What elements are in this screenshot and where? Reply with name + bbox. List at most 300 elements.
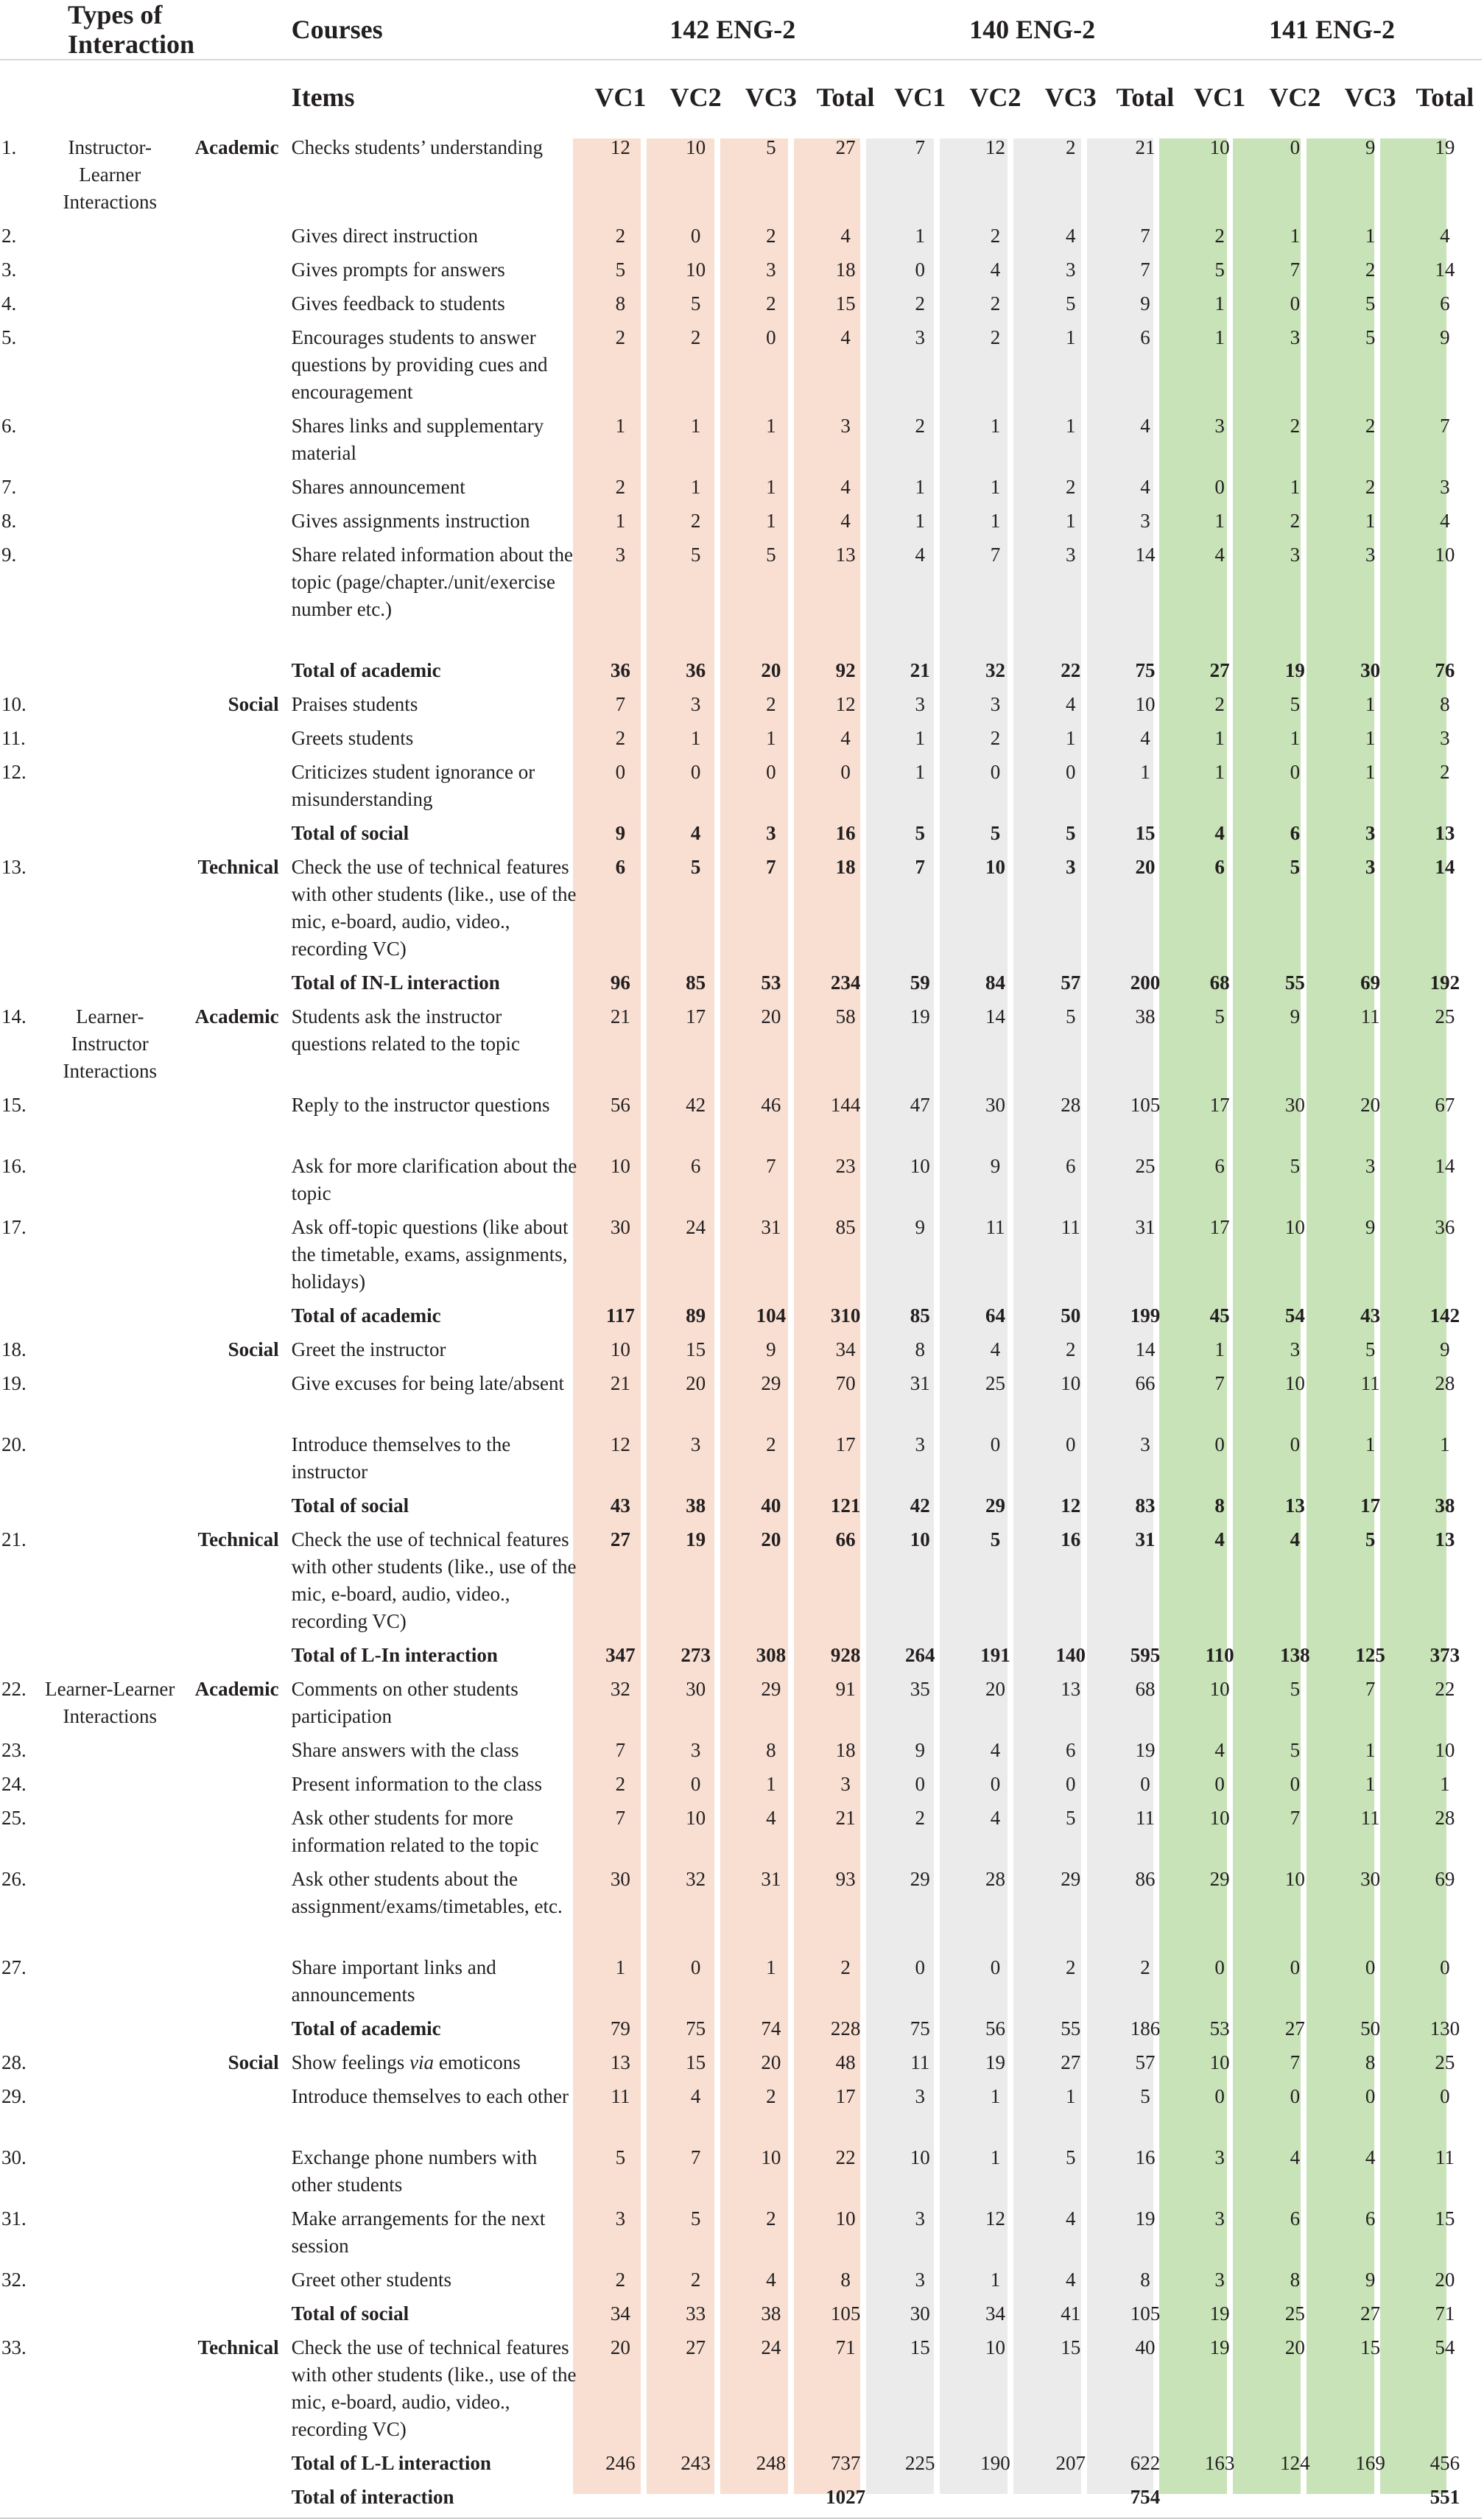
- interaction-subtype: [177, 1737, 289, 1771]
- interaction-type: [42, 691, 177, 725]
- interaction-type: [42, 1526, 177, 1642]
- interaction-type: [42, 507, 177, 541]
- cell-value: 96: [610, 972, 630, 994]
- cell-value: 1: [915, 761, 926, 783]
- cell-value: 7: [915, 136, 926, 158]
- cell-value: 2: [1214, 225, 1225, 247]
- subcol-header-vc2: VC2: [969, 82, 1021, 112]
- cell-value: 7: [1440, 415, 1450, 437]
- cell-value: 27: [1284, 2017, 1305, 2040]
- cell-value: 7: [615, 1807, 626, 1829]
- row-number: 9.: [1, 544, 17, 566]
- cell-value: 18: [835, 1739, 856, 1761]
- cell-value: 38: [761, 2302, 781, 2325]
- row-number: 6.: [1, 415, 17, 437]
- item-label: Checks students’ understanding: [291, 136, 544, 158]
- cell-value: 11: [611, 2085, 630, 2107]
- cell-value: 5: [1066, 822, 1076, 844]
- table-row: [0, 1805, 1482, 1866]
- cell-value: 4: [1066, 693, 1076, 715]
- cell-value: 0: [990, 1433, 1001, 1455]
- row-number: [0, 1302, 42, 1336]
- cell-value: 4: [915, 544, 926, 566]
- row-number: 19.: [1, 1372, 27, 1394]
- row-number: 28.: [1, 2051, 27, 2073]
- interaction-subtype: [177, 2015, 289, 2049]
- interaction-type: [42, 759, 177, 820]
- cell-value: 14: [1435, 259, 1455, 281]
- interaction-type: [42, 1302, 177, 1336]
- cell-value: 25: [1435, 2051, 1455, 2073]
- cell-value: 10: [1435, 1739, 1455, 1761]
- cell-value: 1: [1365, 1739, 1376, 1761]
- table-row: [0, 820, 1482, 854]
- cell-value: 38: [1435, 1494, 1455, 1517]
- cell-value: 3: [1214, 2207, 1225, 2230]
- cell-value: 7: [1290, 2051, 1301, 2073]
- item-label: Check the use of technical features with other students (like., use of the mic, e-board, audio, video., recording VC): [291, 2336, 577, 2440]
- cell-value: 4: [1214, 1528, 1225, 1550]
- cell-value: 2: [1365, 259, 1376, 281]
- table-row: [0, 759, 1482, 820]
- cell-value: 10: [1284, 1216, 1305, 1238]
- cell-value: 12: [985, 2207, 1006, 2230]
- cell-value: 20: [761, 659, 781, 681]
- table-row: [0, 854, 1482, 969]
- cell-value: 34: [985, 2302, 1006, 2325]
- cell-value: 6: [1365, 2207, 1376, 2230]
- cell-value: 0: [840, 761, 851, 783]
- cell-value: 1: [766, 1773, 776, 1795]
- subcol-header-vc3: VC3: [745, 82, 797, 112]
- cell-value: 1: [766, 415, 776, 437]
- row-number: 12.: [1, 761, 27, 783]
- cell-value: 40: [761, 1494, 781, 1517]
- cell-value: 10: [1209, 136, 1230, 158]
- cell-value: 3: [690, 1433, 701, 1455]
- cell-value: 0: [1066, 1773, 1076, 1795]
- cell-value: 0: [1066, 1433, 1076, 1455]
- cell-value: 69: [1435, 1868, 1455, 1890]
- item-label: Total of academic: [291, 1304, 441, 1327]
- row-number: 30.: [1, 2146, 27, 2168]
- interaction-type: [42, 1431, 177, 1492]
- interaction-type: [42, 725, 177, 759]
- interaction-subtype: [177, 256, 289, 290]
- cell-value: 0: [1214, 1433, 1225, 1455]
- cell-value: 2: [766, 2085, 776, 2107]
- cell-value: 4: [990, 1739, 1001, 1761]
- cell-value: 5: [766, 136, 776, 158]
- table-row: [0, 290, 1482, 324]
- cell-value: 12: [835, 693, 856, 715]
- cell-value: 0: [990, 1956, 1001, 1978]
- cell-value: 10: [610, 1155, 630, 1177]
- cell-value: 3: [766, 822, 776, 844]
- interaction-type: [42, 2083, 177, 2144]
- cell-value: 0: [1290, 2085, 1301, 2107]
- cell-value: 0: [1290, 136, 1301, 158]
- cell-value: 14: [985, 1005, 1006, 1027]
- cell-value: 85: [686, 972, 706, 994]
- cell-value: 1: [1365, 1773, 1376, 1795]
- cell-value: 1: [1365, 510, 1376, 532]
- cell-value: 1: [990, 2085, 1001, 2107]
- cell-value: 3: [1290, 544, 1301, 566]
- cell-value: 163: [1204, 2452, 1235, 2474]
- cell-value: 3: [1440, 727, 1450, 749]
- cell-value: 10: [686, 1807, 706, 1829]
- interaction-type: [42, 2015, 177, 2049]
- table-row: [0, 2049, 1482, 2083]
- cell-value: 8: [1365, 2051, 1376, 2073]
- cell-value: 3: [990, 693, 1001, 715]
- subcol-header-vc1: VC1: [894, 82, 946, 112]
- cell-value: 0: [915, 1956, 926, 1978]
- cell-value: 243: [681, 2452, 711, 2474]
- cell-value: 1: [615, 415, 626, 437]
- table-row: [0, 1092, 1482, 1153]
- cell-value: 3: [1214, 2269, 1225, 2291]
- cell-value: 30: [910, 2302, 930, 2325]
- cell-value: 27: [835, 136, 856, 158]
- table-row: [0, 1737, 1482, 1771]
- cell-value: 64: [985, 1304, 1006, 1327]
- cell-value: 27: [1061, 2051, 1081, 2073]
- row-number: [0, 1642, 42, 1676]
- table-row: [0, 541, 1482, 657]
- cell-value: 21: [1135, 136, 1156, 158]
- cell-value: 7: [615, 1739, 626, 1761]
- item-label: Exchange phone numbers with other students: [291, 2146, 538, 2196]
- cell-value: 2: [1066, 136, 1076, 158]
- cell-value: 622: [1130, 2452, 1161, 2474]
- header-row-items: [0, 60, 1482, 134]
- table-row: [0, 474, 1482, 507]
- table-row: [0, 507, 1482, 541]
- cell-value: 2: [766, 693, 776, 715]
- cell-value: 17: [1360, 1494, 1381, 1517]
- cell-value: 2: [615, 2269, 626, 2291]
- cell-value: 25: [1284, 2302, 1305, 2325]
- cell-value: 13: [1061, 1678, 1081, 1700]
- cell-value: 5: [1365, 1528, 1376, 1550]
- item-label: Gives feedback to students: [291, 292, 505, 315]
- item-label: Total of interaction: [289, 2484, 583, 2518]
- cell-value: 10: [985, 2336, 1006, 2358]
- cell-value: 6: [615, 856, 626, 878]
- cell-value: 3: [615, 544, 626, 566]
- cell-value: 5: [690, 856, 701, 878]
- cell-value: 169: [1355, 2452, 1385, 2474]
- cell-value: 144: [830, 1094, 861, 1116]
- cell-value: 117: [605, 1304, 635, 1327]
- cell-value: 3: [1140, 510, 1150, 532]
- cell-value: 4: [690, 2085, 701, 2107]
- cell-value: 20: [761, 1528, 781, 1550]
- cell-value: 76: [1435, 659, 1455, 681]
- cell-value: 14: [1135, 544, 1156, 566]
- cell-value: 3: [1290, 326, 1301, 348]
- cell-value: 19: [910, 1005, 930, 1027]
- interaction-type: [42, 541, 177, 657]
- cell-value: 85: [835, 1216, 856, 1238]
- cell-value: 234: [830, 972, 861, 994]
- cell-value: 9: [990, 1155, 1001, 1177]
- cell-value: [1257, 2484, 1332, 2518]
- interaction-subtype: [177, 2205, 289, 2266]
- table-row: [0, 2083, 1482, 2144]
- cell-value: 29: [910, 1868, 930, 1890]
- cell-value: 56: [985, 2017, 1006, 2040]
- item-label: Reply to the instructor questions: [291, 1094, 550, 1116]
- cell-value: 7: [690, 2146, 701, 2168]
- cell-value: 86: [1135, 1868, 1156, 1890]
- cell-value: 3: [915, 693, 926, 715]
- interaction-subtype: [177, 1092, 289, 1153]
- cell-value: 8: [615, 292, 626, 315]
- cell-value: 71: [1435, 2302, 1455, 2325]
- item-label: Introduce themselves to the instructor: [291, 1433, 511, 1483]
- cell-value: 5: [1365, 1338, 1376, 1360]
- types-of-interaction-header: Types of Interaction: [0, 0, 289, 60]
- cell-value: 28: [985, 1868, 1006, 1890]
- cell-value: 2: [1440, 761, 1450, 783]
- cell-value: 3: [1066, 856, 1076, 878]
- subcol-header-vc2: VC2: [1269, 82, 1321, 112]
- item-label: Total of social: [291, 2302, 409, 2325]
- cell-value: 27: [610, 1528, 630, 1550]
- item-label: Share answers with the class: [291, 1739, 519, 1761]
- cell-value: 3: [615, 2207, 626, 2230]
- cell-value: [882, 2484, 957, 2518]
- cell-value: 1: [766, 727, 776, 749]
- cell-value: 105: [1130, 1094, 1161, 1116]
- cell-value: 42: [686, 1094, 706, 1116]
- cell-value: 66: [1135, 1372, 1156, 1394]
- cell-value: 4: [690, 822, 701, 844]
- interaction-type: [42, 1214, 177, 1302]
- interaction-subtype: Social: [228, 693, 279, 715]
- cell-value: 1: [1214, 326, 1225, 348]
- row-number: 27.: [1, 1956, 27, 1978]
- subcol-header-vc3: VC3: [1344, 82, 1396, 112]
- cell-value: 14: [1135, 1338, 1156, 1360]
- row-number: 32.: [1, 2269, 27, 2291]
- cell-value: 124: [1280, 2452, 1310, 2474]
- cell-value: 93: [835, 1868, 856, 1890]
- cell-value: 138: [1280, 1644, 1310, 1666]
- cell-value: 5: [615, 2146, 626, 2168]
- cell-value: 3: [1365, 1155, 1376, 1177]
- interaction-type: [42, 290, 177, 324]
- interaction-subtype: [177, 2300, 289, 2334]
- cell-value: 1: [915, 225, 926, 247]
- table-row: [0, 1302, 1482, 1336]
- cell-value: 2: [615, 225, 626, 247]
- row-number: 18.: [1, 1338, 27, 1360]
- cell-value: 5: [1290, 1678, 1301, 1700]
- cell-value: 18: [835, 259, 856, 281]
- interaction-type: [42, 412, 177, 474]
- cell-value: 1: [1066, 2085, 1076, 2107]
- cell-value: 3: [1440, 476, 1450, 498]
- cell-value: 4: [840, 225, 851, 247]
- item-label: Shares links and supplementary material: [291, 415, 544, 464]
- cell-value: 15: [1435, 2207, 1455, 2230]
- cell-value: 3: [1214, 2146, 1225, 2168]
- cell-value: 7: [915, 856, 926, 878]
- cell-value: 3: [766, 259, 776, 281]
- interaction-type: [42, 820, 177, 854]
- cell-value: 0: [690, 1956, 701, 1978]
- cell-value: 1: [990, 2146, 1001, 2168]
- cell-value: 0: [1290, 292, 1301, 315]
- cell-value: 4: [1066, 225, 1076, 247]
- cell-value: 7: [1140, 225, 1150, 247]
- cell-value: 20: [985, 1678, 1006, 1700]
- cell-value: 34: [835, 1338, 856, 1360]
- cell-value: 4: [1440, 510, 1450, 532]
- cell-value: 17: [835, 2085, 856, 2107]
- cell-value: 0: [1440, 1956, 1450, 1978]
- cell-value: 20: [1135, 856, 1156, 878]
- cell-value: 71: [835, 2336, 856, 2358]
- cell-value: 4: [840, 727, 851, 749]
- cell-value: 4: [840, 510, 851, 532]
- cell-value: [658, 2484, 734, 2518]
- table-row: [0, 969, 1482, 1003]
- cell-value: 47: [910, 1094, 930, 1116]
- cell-value: 17: [1209, 1094, 1230, 1116]
- table-row: [0, 1866, 1482, 1954]
- cell-value: 3: [1290, 1338, 1301, 1360]
- cell-value: 84: [985, 972, 1006, 994]
- row-number: 13.: [1, 856, 27, 878]
- cell-value: 5: [915, 822, 926, 844]
- row-number: 5.: [1, 326, 17, 348]
- cell-value: 1: [1290, 225, 1301, 247]
- table-row: [0, 1431, 1482, 1492]
- cell-value: 5: [1365, 326, 1376, 348]
- cell-value: 9: [1365, 136, 1376, 158]
- subcol-header-total: Total: [1116, 82, 1175, 112]
- item-label: Check the use of technical features with other students (like., use of the mic, e-board, audio, video., recording VC): [291, 856, 577, 960]
- cell-value: 1: [1365, 225, 1376, 247]
- cell-value: 9: [1290, 1005, 1301, 1027]
- interaction-subtype: [177, 657, 289, 691]
- interaction-type: Instructor-Learner Interactions: [63, 136, 157, 213]
- row-number: 16.: [1, 1155, 27, 1177]
- cell-value: 83: [1135, 1494, 1156, 1517]
- cell-value: 19: [1209, 2302, 1230, 2325]
- item-label: Gives direct instruction: [291, 225, 479, 247]
- cell-value: 595: [1130, 1644, 1161, 1666]
- cell-value: 105: [830, 2302, 861, 2325]
- cell-value: 1: [1290, 476, 1301, 498]
- cell-value: 17: [835, 1433, 856, 1455]
- cell-value: 1: [1290, 727, 1301, 749]
- item-label: Show feelings via emoticons: [291, 2051, 521, 2073]
- cell-value: 5: [1290, 1739, 1301, 1761]
- cell-value: 18: [835, 856, 856, 878]
- cell-value: 3: [1066, 544, 1076, 566]
- cell-value: 5: [1290, 1155, 1301, 1177]
- row-number: [0, 1492, 42, 1526]
- cell-value: 4: [840, 326, 851, 348]
- cell-value: 10: [1209, 2051, 1230, 2073]
- row-number: 15.: [1, 1094, 27, 1116]
- item-label: Shares announcement: [291, 476, 465, 498]
- cell-value: 19: [1135, 1739, 1156, 1761]
- item-label: Total of social: [291, 1494, 409, 1517]
- cell-value: 2: [990, 727, 1001, 749]
- cell-value: 4: [1365, 2146, 1376, 2168]
- cell-value: 4: [990, 1807, 1001, 1829]
- cell-value: 29: [1061, 1868, 1081, 1890]
- items-header: Items: [291, 82, 355, 112]
- interaction-subtype: Academic: [194, 136, 279, 158]
- cell-value: 2: [1365, 476, 1376, 498]
- cell-value: 9: [1365, 1216, 1376, 1238]
- cell-value: 4: [1214, 822, 1225, 844]
- interaction-subtype: [177, 1954, 289, 2015]
- item-label: Ask other students for more information related to the topic: [291, 1807, 539, 1856]
- cell-value: 15: [686, 1338, 706, 1360]
- cell-value: 6: [1066, 1155, 1076, 1177]
- cell-value: 21: [835, 1807, 856, 1829]
- cell-value: 0: [1365, 2085, 1376, 2107]
- cell-value: 15: [835, 292, 856, 315]
- table-row: [0, 1370, 1482, 1431]
- cell-value: 10: [1284, 1868, 1305, 1890]
- interaction-type: [42, 2300, 177, 2334]
- cell-value: 0: [990, 761, 1001, 783]
- interaction-subtype: [177, 2144, 289, 2205]
- cell-value: 1: [990, 476, 1001, 498]
- cell-value: 1: [766, 1956, 776, 1978]
- cell-value: 1: [1066, 326, 1076, 348]
- cell-value: 5: [766, 544, 776, 566]
- interaction-subtype: [177, 1214, 289, 1302]
- cell-value: 9: [615, 822, 626, 844]
- cell-value: 58: [835, 1005, 856, 1027]
- cell-value: 30: [1360, 659, 1381, 681]
- table-row: [0, 324, 1482, 412]
- interaction-subtype: [177, 1302, 289, 1336]
- cell-value: 2: [1066, 1338, 1076, 1360]
- cell-value: 264: [905, 1644, 935, 1666]
- cell-value: 36: [610, 659, 630, 681]
- cell-value: 16: [1135, 2146, 1156, 2168]
- cell-value: 1: [1365, 693, 1376, 715]
- cell-value: 30: [610, 1216, 630, 1238]
- cell-value: 0: [1140, 1773, 1150, 1795]
- course-header-140: 140 ENG-2: [882, 0, 1182, 60]
- cell-value: 67: [1435, 1094, 1455, 1116]
- cell-value: 140: [1055, 1644, 1086, 1666]
- cell-value: 4: [766, 1807, 776, 1829]
- interaction-subtype: Social: [228, 1338, 279, 1360]
- cell-value: 6: [1214, 856, 1225, 878]
- cell-value: [1033, 2484, 1108, 2518]
- cell-value: 30: [610, 1868, 630, 1890]
- cell-value: 32: [610, 1678, 630, 1700]
- cell-value: 68: [1209, 972, 1230, 994]
- cell-value: 29: [1209, 1868, 1230, 1890]
- cell-value: 8: [766, 1739, 776, 1761]
- interaction-type: [42, 256, 177, 290]
